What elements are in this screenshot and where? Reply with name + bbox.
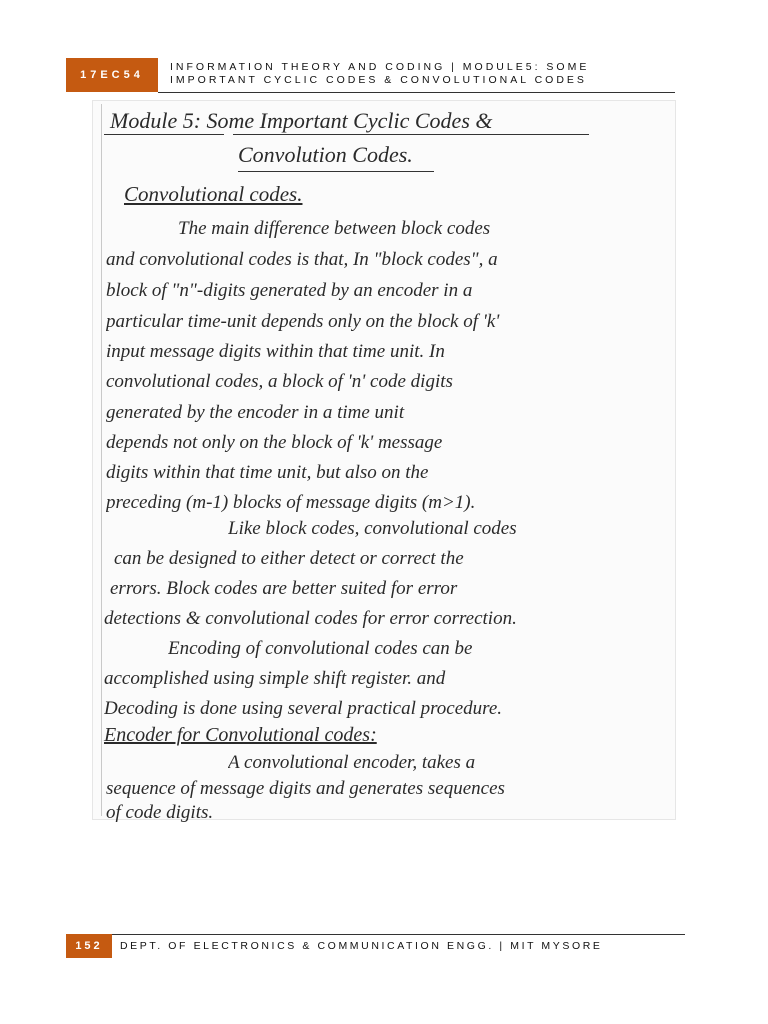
note-line: The main difference between block codes	[178, 218, 491, 239]
note-line: depends not only on the block of 'k' message	[106, 432, 443, 453]
note-line: can be designed to either detect or correct the	[114, 548, 464, 569]
section-heading-encoder: Encoder for Convolutional codes:	[104, 724, 377, 746]
section-heading-convolutional-codes: Convolutional codes.	[124, 182, 303, 206]
title-underline	[104, 134, 224, 135]
notebook-margin-line	[101, 104, 102, 816]
module-title-line1: Module 5: Some Important Cyclic Codes &	[110, 108, 493, 133]
header-title	[170, 61, 670, 87]
note-line: and convolutional codes is that, In "block codes", a	[106, 249, 498, 270]
note-line: accomplished using simple shift register. and	[104, 668, 446, 689]
note-line: sequence of message digits and generates sequences	[106, 778, 505, 799]
title-underline	[233, 134, 589, 135]
page-number-badge: 152	[66, 934, 112, 958]
header-title-line2: IMPORTANT CYCLIC CODES & CONVOLUTIONAL CODES	[170, 74, 587, 86]
module-title-line2: Convolution Codes.	[238, 142, 413, 167]
header-title-line1: INFORMATION THEORY AND CODING | MODULE5: SOME	[170, 61, 590, 73]
note-line: Encoding of convolutional codes can be	[168, 638, 473, 659]
note-line: digits within that time unit, but also on the	[106, 462, 429, 483]
note-line: A convolutional encoder, takes a	[228, 752, 476, 773]
title-underline	[238, 171, 434, 172]
footer-department: DEPT. OF ELECTRONICS & COMMUNICATION ENGG. | MIT MYSORE	[120, 940, 603, 952]
note-line: particular time-unit depends only on the block of 'k'	[106, 311, 500, 332]
note-line: block of "n"-digits generated by an encoder in a	[106, 280, 473, 301]
course-code-badge: 17EC54	[66, 58, 158, 92]
header-rule	[158, 92, 675, 93]
note-line: input message digits within that time unit. In	[106, 341, 445, 362]
note-line: Like block codes, convolutional codes	[228, 518, 517, 539]
note-line: detections & convolutional codes for error correction.	[104, 608, 517, 629]
note-line: convolutional codes, a block of 'n' code digits	[106, 371, 453, 392]
footer-rule	[112, 934, 685, 935]
note-line: errors. Block codes are better suited for error	[110, 578, 458, 599]
note-line: preceding (m-1) blocks of message digits (m>1).	[106, 492, 476, 513]
note-line: generated by the encoder in a time unit	[106, 402, 405, 423]
note-line: of code digits.	[106, 802, 214, 823]
note-line: Decoding is done using several practical procedure.	[104, 698, 503, 719]
